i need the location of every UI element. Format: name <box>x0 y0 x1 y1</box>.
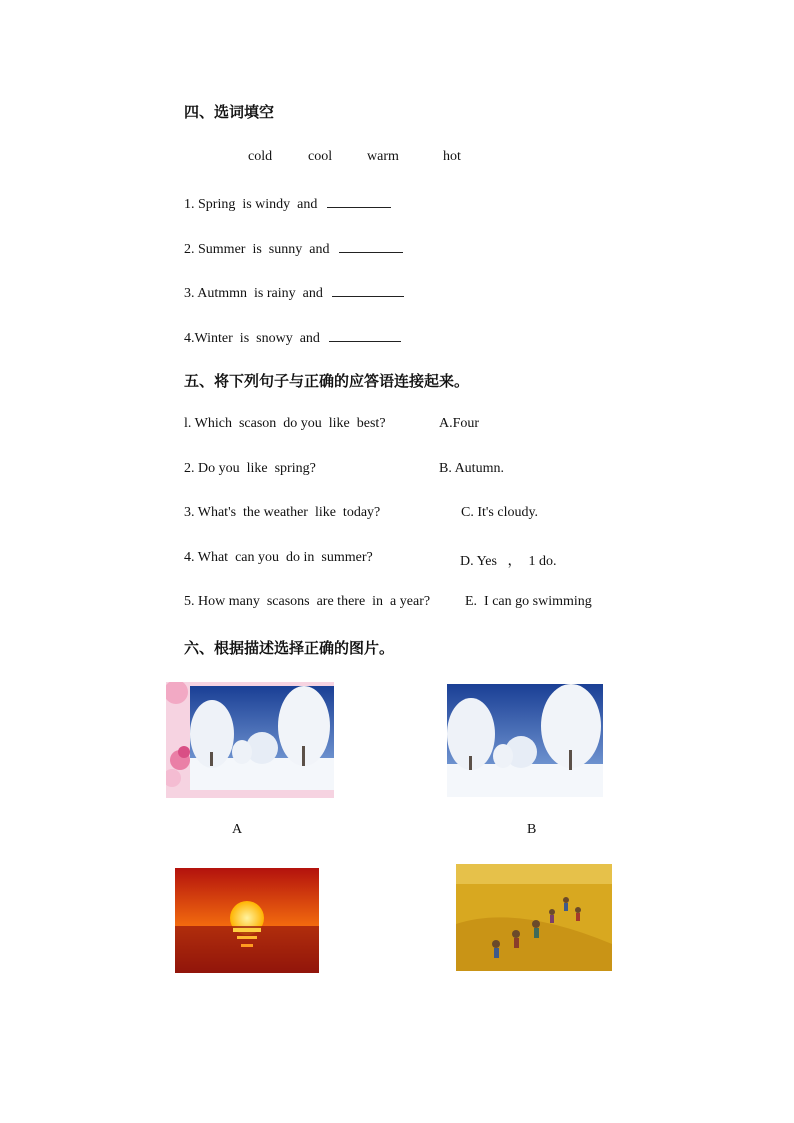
match-answer-b: B. Autumn. <box>439 461 504 476</box>
summer-sunset-svg <box>175 868 319 973</box>
match-question-4: 4. What can you do in summer? <box>184 550 373 565</box>
section-4-title: 四、选词填空 <box>184 103 275 121</box>
match-question-3: 3. What's the weather like today? <box>184 505 381 520</box>
autumn-harvest-picture <box>456 864 612 971</box>
match-answer-c: C. It's cloudy. <box>461 505 539 520</box>
winter-snow-picture <box>447 684 603 797</box>
word-bank-cold: cold <box>248 149 273 164</box>
spring-and-snow-svg <box>166 682 334 798</box>
fill-item-1 <box>184 193 391 213</box>
picture-caption-b: B <box>527 822 537 837</box>
fill-item-1-text: 1. Spring is windy and <box>184 197 318 212</box>
match-question-5: 5. How many scasons are there in a year? <box>184 594 431 609</box>
word-bank-cool: cool <box>308 149 333 164</box>
fill-item-4-text: 4.Winter is snowy and <box>184 331 320 346</box>
summer-sunset-picture <box>175 868 319 973</box>
spring-and-snow-picture <box>166 682 334 798</box>
match-question-2: 2. Do you like spring? <box>184 461 316 476</box>
picture-caption-a: A <box>232 822 243 837</box>
word-bank-hot: hot <box>443 149 461 164</box>
fill-blank-1[interactable] <box>327 193 391 208</box>
fill-blank-3[interactable] <box>332 282 404 297</box>
section-5-title: 五、将下列句子与正确的应答语连接起来。 <box>184 372 470 390</box>
autumn-harvest-svg <box>456 864 612 971</box>
match-answer-d: D. Yes ， 1 do. <box>460 554 557 569</box>
word-bank-warm: warm <box>367 149 399 164</box>
section-6-title: 六、根据描述选择正确的图片。 <box>184 639 395 657</box>
match-answer-e: E. I can go swimming <box>465 594 592 609</box>
winter-snow-svg <box>447 684 603 797</box>
fill-item-3 <box>184 282 404 302</box>
fill-item-2 <box>184 238 403 258</box>
fill-item-3-text: 3. Autmmn is rainy and <box>184 286 323 301</box>
match-answer-a: A.Four <box>439 416 480 431</box>
fill-blank-2[interactable] <box>339 238 403 253</box>
match-question-1: l. Which scason do you like best? <box>184 416 386 431</box>
fill-blank-4[interactable] <box>329 327 401 342</box>
fill-item-4 <box>184 327 401 347</box>
fill-item-2-text: 2. Summer is sunny and <box>184 242 330 257</box>
